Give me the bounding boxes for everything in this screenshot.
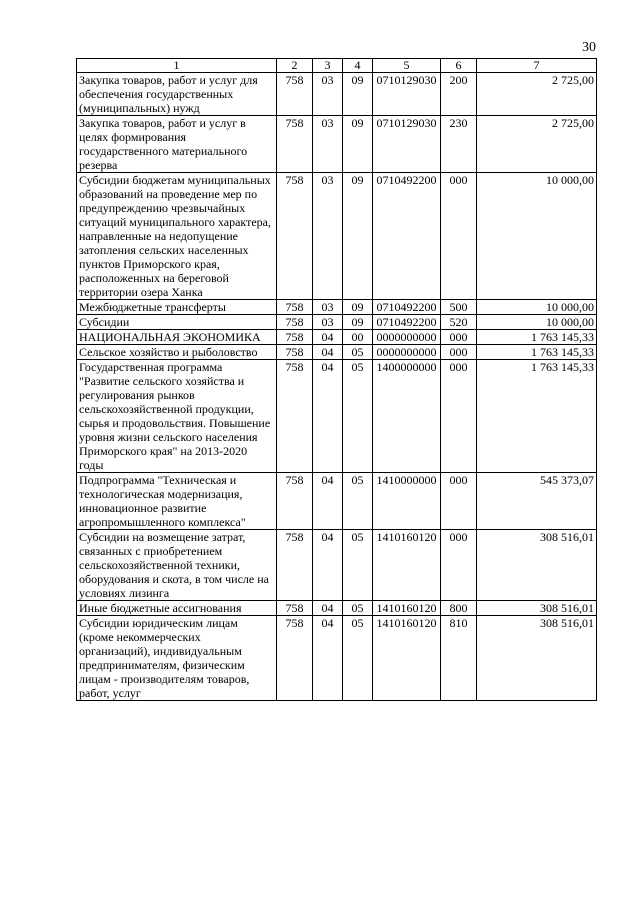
section-code: 03: [313, 315, 343, 330]
expense-type-code: 200: [441, 73, 477, 116]
expense-type-code: 000: [441, 345, 477, 360]
ministry-code: 758: [277, 315, 313, 330]
ministry-code: 758: [277, 360, 313, 473]
expense-type-code: 500: [441, 300, 477, 315]
table-row: [77, 116, 597, 173]
target-article-code: 0710492200: [373, 300, 441, 315]
section-code: 04: [313, 330, 343, 345]
expense-type-code: 000: [441, 530, 477, 601]
amount: 1 763 145,33: [477, 345, 597, 360]
amount: 308 516,01: [477, 616, 597, 701]
section-code: 04: [313, 530, 343, 601]
budget-table: [76, 58, 597, 701]
subsection-code: 09: [343, 300, 373, 315]
amount: 10 000,00: [477, 300, 597, 315]
subsection-code: 00: [343, 330, 373, 345]
table-row: [77, 73, 597, 116]
column-header: 1: [77, 59, 277, 73]
row-name: Закупка товаров, работ и услуг для обеспечения государственных (муниципальных) нужд: [77, 73, 277, 116]
column-header: 7: [477, 59, 597, 73]
row-name: Иные бюджетные ассигнования: [77, 601, 277, 616]
expense-type-code: 000: [441, 330, 477, 345]
section-code: 04: [313, 616, 343, 701]
row-name: Сельское хозяйство и рыболовство: [77, 345, 277, 360]
column-header: 5: [373, 59, 441, 73]
expense-type-code: 000: [441, 473, 477, 530]
table-row: [77, 345, 597, 360]
expense-type-code: 000: [441, 173, 477, 300]
section-code: 04: [313, 473, 343, 530]
ministry-code: 758: [277, 300, 313, 315]
section-code: 03: [313, 173, 343, 300]
subsection-code: 05: [343, 473, 373, 530]
ministry-code: 758: [277, 616, 313, 701]
target-article-code: 0710492200: [373, 173, 441, 300]
target-article-code: 0000000000: [373, 345, 441, 360]
table-row: [77, 315, 597, 330]
table-row: [77, 173, 597, 300]
expense-type-code: 000: [441, 360, 477, 473]
section-code: 04: [313, 360, 343, 473]
amount: 1 763 145,33: [477, 360, 597, 473]
row-name: Субсидии: [77, 315, 277, 330]
target-article-code: 1410000000: [373, 473, 441, 530]
ministry-code: 758: [277, 530, 313, 601]
target-article-code: 1410160120: [373, 601, 441, 616]
target-article-code: 0000000000: [373, 330, 441, 345]
section-code: 04: [313, 345, 343, 360]
row-name: Подпрограмма "Техническая и технологическая модернизация, инновационное развитие агропромышленного комплекса": [77, 473, 277, 530]
target-article-code: 0710492200: [373, 315, 441, 330]
expense-type-code: 810: [441, 616, 477, 701]
section-code: 04: [313, 601, 343, 616]
table-header-row: [77, 59, 597, 73]
subsection-code: 09: [343, 173, 373, 300]
ministry-code: 758: [277, 330, 313, 345]
row-name: Субсидии юридическим лицам (кроме некоммерческих организаций), индивидуальным предпринимателям, физическим лицам - производителям товаров, работ, услуг: [77, 616, 277, 701]
section-code: 03: [313, 116, 343, 173]
target-article-code: 0710129030: [373, 116, 441, 173]
subsection-code: 09: [343, 116, 373, 173]
column-header: 2: [277, 59, 313, 73]
subsection-code: 09: [343, 73, 373, 116]
subsection-code: 05: [343, 530, 373, 601]
subsection-code: 05: [343, 601, 373, 616]
ministry-code: 758: [277, 73, 313, 116]
row-name: Государственная программа "Развитие сельского хозяйства и регулирования рынков сельскохозяйственной продукции, сырья и продовольствия. Повышение уровня жизни сельского населения Приморского края" на 2013-2020 годы: [77, 360, 277, 473]
amount: 10 000,00: [477, 315, 597, 330]
page-number: 30: [582, 40, 596, 55]
expense-type-code: 520: [441, 315, 477, 330]
target-article-code: 1400000000: [373, 360, 441, 473]
expense-type-code: 800: [441, 601, 477, 616]
amount: 10 000,00: [477, 173, 597, 300]
target-article-code: 0710129030: [373, 73, 441, 116]
amount: 308 516,01: [477, 601, 597, 616]
expense-type-code: 230: [441, 116, 477, 173]
row-name: Закупка товаров, работ и услуг в целях формирования государственного материального резерва: [77, 116, 277, 173]
table-row: [77, 473, 597, 530]
row-name: НАЦИОНАЛЬНАЯ ЭКОНОМИКА: [77, 330, 277, 345]
ministry-code: 758: [277, 345, 313, 360]
section-code: 03: [313, 300, 343, 315]
ministry-code: 758: [277, 601, 313, 616]
amount: 1 763 145,33: [477, 330, 597, 345]
ministry-code: 758: [277, 173, 313, 300]
row-name: Субсидии бюджетам муниципальных образований на проведение мер по предупреждению чрезвычайных ситуаций муниципального характера, направленные на недопущение затопления сельских населенных пунктов Приморского края, расположенных на береговой территории озера Ханка: [77, 173, 277, 300]
target-article-code: 1410160120: [373, 530, 441, 601]
column-header: 4: [343, 59, 373, 73]
table-row: [77, 330, 597, 345]
amount: 2 725,00: [477, 73, 597, 116]
ministry-code: 758: [277, 473, 313, 530]
amount: 2 725,00: [477, 116, 597, 173]
subsection-code: 05: [343, 360, 373, 473]
column-header: 3: [313, 59, 343, 73]
target-article-code: 1410160120: [373, 616, 441, 701]
column-header: 6: [441, 59, 477, 73]
table-row: [77, 616, 597, 701]
amount: 545 373,07: [477, 473, 597, 530]
table-row: [77, 601, 597, 616]
ministry-code: 758: [277, 116, 313, 173]
table-row: [77, 360, 597, 473]
row-name: Межбюджетные трансферты: [77, 300, 277, 315]
section-code: 03: [313, 73, 343, 116]
table-row: [77, 530, 597, 601]
row-name: Субсидии на возмещение затрат, связанных с приобретением сельскохозяйственной техники, оборудования и скота, в том числе на условиях лизинга: [77, 530, 277, 601]
subsection-code: 05: [343, 616, 373, 701]
amount: 308 516,01: [477, 530, 597, 601]
subsection-code: 09: [343, 315, 373, 330]
table-row: [77, 300, 597, 315]
subsection-code: 05: [343, 345, 373, 360]
